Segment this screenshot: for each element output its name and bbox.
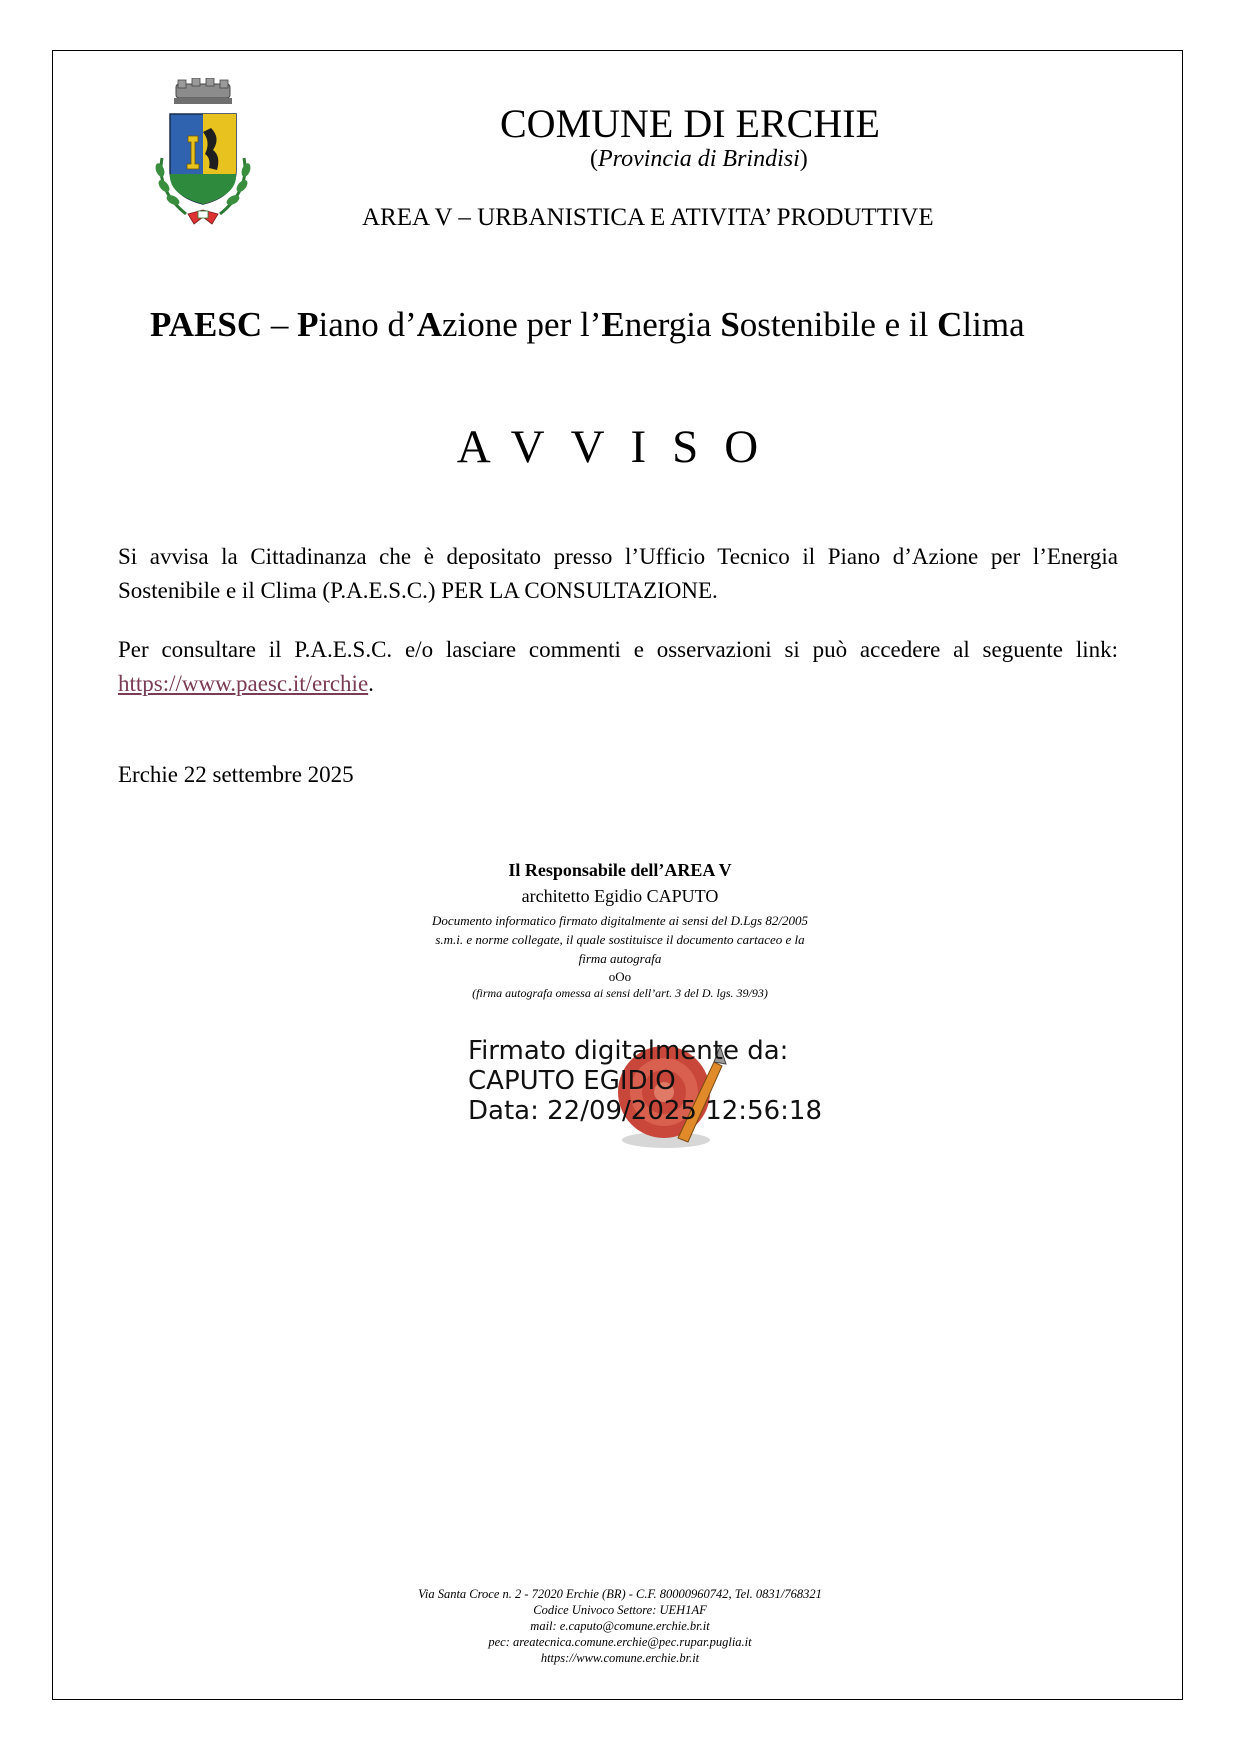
crown-icon: [174, 78, 232, 104]
footer-address: Via Santa Croce n. 2 - 72020 Erchie (BR) - C.F. 80000960742, Tel. 0831/768321: [418, 1587, 822, 1601]
stamp-line-date: Data: 22/09/2025 12:56:18: [468, 1096, 822, 1126]
signatory-name: architetto Egidio CAPUTO: [521, 886, 719, 906]
notice-title: AVVISO: [456, 421, 785, 473]
separator: oOo: [608, 969, 632, 984]
omitted-signature-note: (firma autografa omessa ai sensi dell’art. 3 del D. lgs. 39/93): [472, 986, 768, 1000]
signature-block: [340, 857, 900, 1002]
notice-date: Erchie 22 settembre 2025: [118, 762, 354, 787]
footer-mail: mail: e.caputo@comune.erchie.br.it: [530, 1619, 710, 1633]
area-title: AREA V – URBANISTICA E ATIVITA’ PRODUTTIVE: [362, 204, 934, 231]
footer-office-code: Codice Univoco Settore: UEH1AF: [533, 1603, 707, 1617]
paesc-link[interactable]: https://www.paesc.it/erchie: [118, 671, 369, 696]
notice-paragraph: Si avvisa la Cittadinanza che è depositato presso l’Ufficio Tecnico il Piano d’Azione per l’Energia Sostenibile e il Clima (P.A.E.S.C.) PER LA CONSULTAZIONE.: [118, 544, 1118, 603]
org-name: COMUNE DI ERCHIE: [500, 101, 880, 146]
stamp-line-signed-by: Firmato digitalmente da:: [468, 1036, 789, 1066]
footer-website: https://www.comune.erchie.br.it: [540, 1651, 700, 1665]
digital-signature-note: Documento informatico firmato digitalmente ai sensi del D.Lgs 82/2005 s.m.i. e norme collegate, il quale sostituisce il documento cartaceo e la firma autografa: [432, 913, 808, 966]
signatory-role: Il Responsabile dell’AREA V: [508, 860, 732, 880]
consultation-paragraph: Per consultare il P.A.E.S.C. e/o lasciare commenti e osservazioni si può accedere al seguente link: https://www.paesc.it/erchie.: [118, 637, 1118, 696]
plan-title: PAESC – Piano d’Azione per l’Energia Sostenibile e il Clima: [150, 305, 1025, 344]
coat-of-arms-icon: [148, 78, 258, 228]
province-subtitle: (Provincia di Brindisi): [590, 146, 808, 172]
stamp-line-signer: CAPUTO EGIDIO: [468, 1066, 676, 1096]
footer-pec: pec: areatecnica.comune.erchie@pec.rupar.puglia.it: [488, 1635, 752, 1649]
footer-contacts: [300, 1586, 940, 1666]
digital-signature-stamp: [468, 1036, 822, 1126]
